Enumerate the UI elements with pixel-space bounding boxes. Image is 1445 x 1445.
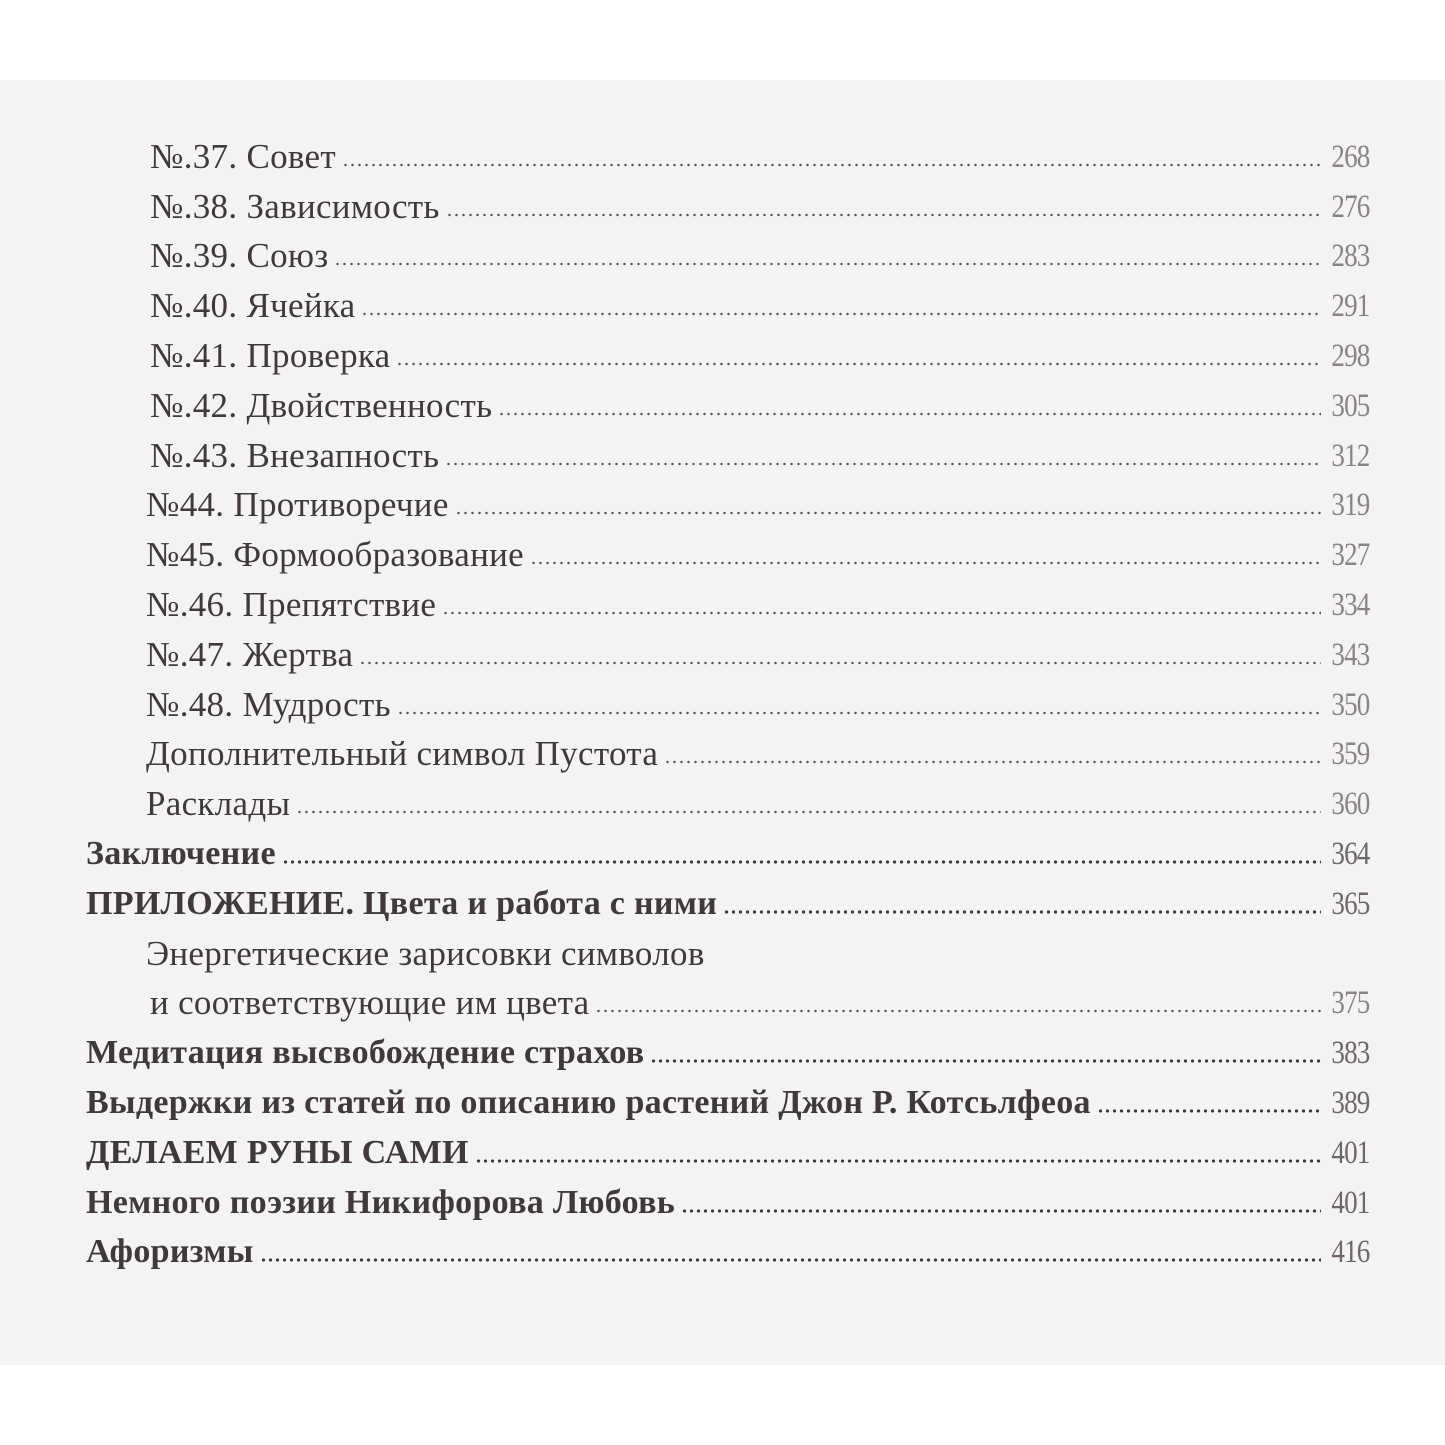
toc-entry-continued	[0, 925, 1445, 975]
toc-entry	[0, 178, 1445, 228]
toc-entry-title: №.42. Двойственность	[150, 385, 493, 425]
leader-dots	[282, 859, 1321, 865]
toc-entry-page: 360	[1330, 786, 1369, 823]
leader-dots	[664, 759, 1320, 765]
leader-dots	[475, 1158, 1321, 1164]
leader-dots	[723, 909, 1320, 915]
leader-dots	[260, 1257, 1321, 1263]
toc-entry-page: 416	[1330, 1234, 1369, 1271]
leader-dots	[650, 1058, 1320, 1064]
toc-entry-main	[0, 825, 1445, 875]
toc-entry-title: №.43. Внезапность	[150, 435, 440, 475]
toc-entry	[0, 576, 1445, 626]
toc-entry-title: №.39. Союз	[150, 236, 329, 276]
toc-entry-title: №.47. Жертва	[146, 634, 354, 674]
toc-entry-page: 291	[1330, 288, 1369, 325]
toc-entry-page: 343	[1330, 636, 1369, 673]
table-of-contents	[0, 128, 1445, 1273]
toc-entry	[0, 975, 1445, 1025]
toc-entry-page: 365	[1330, 885, 1369, 922]
toc-entry-main	[0, 1024, 1445, 1074]
toc-entry-title: №44. Противоречие	[146, 485, 449, 525]
leader-dots	[498, 411, 1320, 417]
toc-entry-title: Афоризмы	[86, 1233, 254, 1271]
toc-entry	[0, 676, 1445, 726]
toc-entry-page: 401	[1330, 1134, 1369, 1171]
toc-entry-page: 305	[1330, 387, 1369, 424]
leader-dots	[396, 361, 1320, 367]
toc-entry-page: 389	[1330, 1084, 1369, 1121]
toc-entry-title: Энергетические зарисовки символов	[146, 933, 705, 973]
toc-entry	[0, 377, 1445, 427]
leader-dots	[296, 809, 1320, 815]
toc-entry	[0, 477, 1445, 527]
leader-dots	[446, 212, 1321, 218]
toc-entry	[0, 626, 1445, 676]
toc-entry-page: 312	[1330, 437, 1369, 474]
toc-entry-main	[0, 1174, 1445, 1224]
toc-entry-title: №.37. Совет	[150, 136, 336, 176]
toc-entry-title: №.41. Проверка	[150, 335, 391, 375]
toc-entry-main	[0, 1074, 1445, 1124]
leader-dots	[442, 610, 1320, 616]
toc-entry	[0, 526, 1445, 576]
toc-entry-page: 268	[1330, 138, 1369, 175]
leader-dots	[361, 311, 1320, 317]
toc-entry-title: №45. Формообразование	[146, 535, 525, 575]
toc-entry	[0, 775, 1445, 825]
toc-entry-title: №.48. Мудрость	[146, 684, 391, 724]
toc-entry-page: 383	[1330, 1035, 1369, 1072]
toc-entry-title: ДЕЛАЕМ РУНЫ САМИ	[86, 1133, 469, 1171]
toc-entry-page: 350	[1330, 686, 1369, 723]
toc-entry	[0, 277, 1445, 327]
toc-entry-title: №.40. Ячейка	[150, 286, 356, 326]
toc-entry-page: 375	[1330, 985, 1369, 1022]
leader-dots	[1097, 1108, 1321, 1114]
toc-entry-title: и соответствующие им цвета	[150, 983, 590, 1023]
toc-entry-page: 364	[1330, 835, 1369, 872]
toc-entry	[0, 327, 1445, 377]
toc-entry-title: Дополнительный символ Пустота	[146, 734, 659, 774]
toc-entry	[0, 228, 1445, 278]
toc-entry-page: 319	[1330, 487, 1369, 524]
toc-entry-title: Выдержки из статей по описанию растений Джон Р. Котсьлфеоа	[86, 1083, 1091, 1121]
toc-entry-title: Немного поэзии Никифорова Любовь	[86, 1183, 676, 1221]
leader-dots	[359, 660, 1320, 666]
leader-dots	[445, 461, 1320, 467]
toc-entry-title: №.46. Препятствие	[146, 584, 437, 624]
toc-entry-page: 283	[1330, 238, 1369, 275]
toc-entry-main	[0, 1224, 1445, 1274]
toc-entry-title: Медитация высвобождение страхов	[86, 1034, 645, 1072]
toc-entry-title: Расклады	[146, 784, 291, 824]
toc-entry	[0, 128, 1445, 178]
toc-entry-page: 334	[1330, 586, 1369, 623]
toc-entry-title: ПРИЛОЖЕНИЕ. Цвета и работа с ними	[86, 884, 718, 922]
leader-dots	[681, 1208, 1320, 1214]
toc-entry-page: 359	[1330, 736, 1369, 773]
leader-dots	[397, 710, 1321, 716]
leader-dots	[455, 510, 1321, 516]
toc-entry	[0, 427, 1445, 477]
toc-entry-page: 327	[1330, 537, 1369, 574]
toc-entry-page: 401	[1330, 1184, 1369, 1221]
leader-dots	[595, 1008, 1320, 1014]
leader-dots	[342, 162, 1321, 168]
toc-entry-title: Заключение	[86, 834, 276, 872]
toc-entry-page: 276	[1330, 188, 1369, 225]
toc-entry	[0, 726, 1445, 776]
leader-dots	[334, 261, 1320, 267]
toc-entry-main	[0, 1124, 1445, 1174]
toc-entry-title: №.38. Зависимость	[150, 186, 440, 226]
toc-entry-page: 298	[1330, 337, 1369, 374]
leader-dots	[530, 560, 1320, 566]
toc-entry-main	[0, 875, 1445, 925]
